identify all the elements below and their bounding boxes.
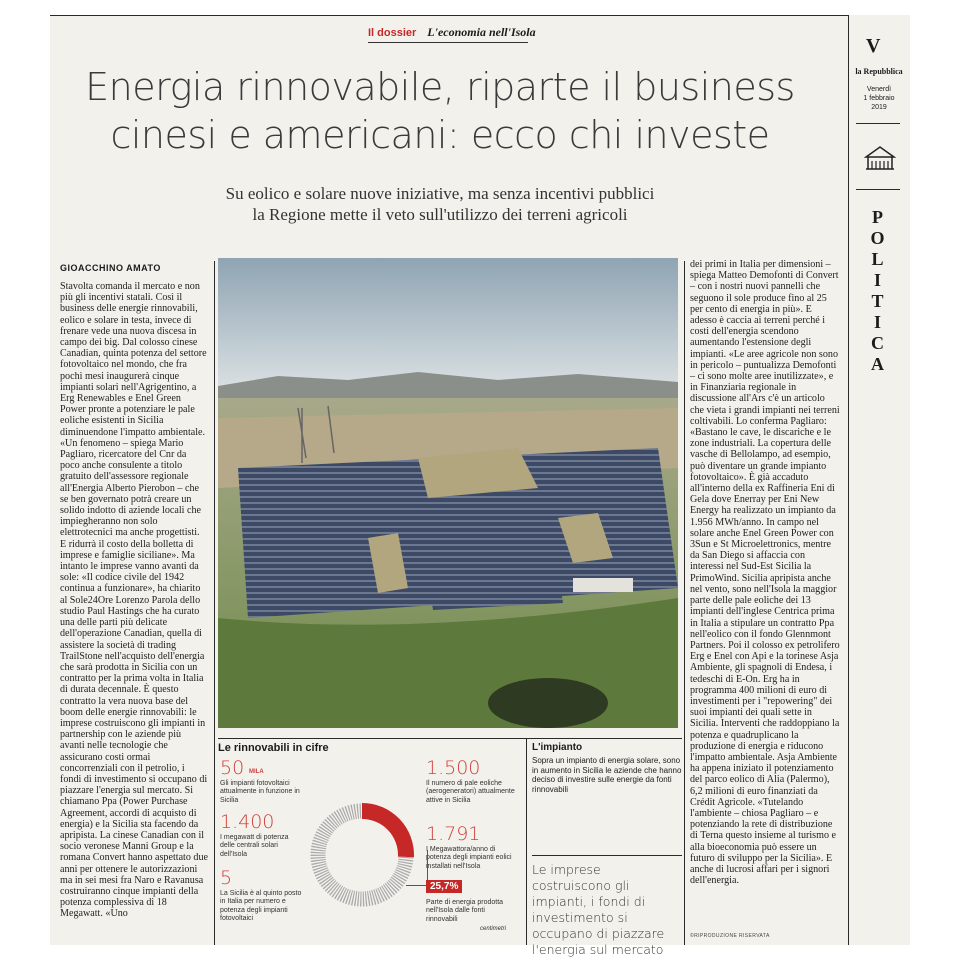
stat-value-4: 1.500 (426, 757, 481, 779)
quote-rule (532, 855, 682, 856)
renewables-pie-chart (306, 799, 418, 911)
column-rule-left (214, 261, 215, 945)
caption-text: Sopra un impianto di energia solare, sono in aumento in Sicilia le aziende che hanno deciso di investire sulle energie da fonti rinnovabili (532, 756, 682, 794)
dossier-underline (368, 42, 528, 43)
stat-unit-1: MILA (249, 769, 264, 775)
caption-title: L'impianto (532, 742, 583, 753)
page-letter: V (866, 35, 881, 57)
pie-source: centimetri (480, 926, 507, 932)
stat-desc-5: I Megawattora/anno di potenza degli impianti eolici installati nell'Isola (426, 846, 512, 870)
headline-line-1: Energia rinnovabile, riparte il business (85, 65, 795, 109)
solar-farm-photo (218, 258, 678, 728)
date-day: Venerdì (866, 86, 892, 93)
box-top-rule (218, 738, 682, 739)
stat-desc-1: Gli impianti fotovoltaici attualmente in funzione in Sicilia (220, 780, 300, 804)
headline-line-2: cinesi e americani: ecco chi investe (110, 113, 770, 157)
issue-date (850, 85, 908, 112)
article-column-1: Stavolta comanda il mercato e non più gli incentivi statali. Così il business delle energie rinnovabili, eolico e solare in testa, invece di frenare vede una nuova discesa in campo dei big. Dal colosso cinese Canadian, quinta potenza del settore fotovoltaico nel mondo, che fra pochi mesi inaugurerà cinque impianti solari nell'Agrigentino, a Erg Renewables e Enel Green Power pronte a potenziare le pale eoliche esistenti in Sicilia diminuendone l'impatto ambientale. «Un fenomeno – spiega Mario Pagliaro, ricercatore del Cnr da poco anche consulente a titolo gratuito dell'assessore regionale all'Energia Alberto Pierobon – che se ben governato potrà creare un solido indotto di aziende locali che impiegheranno non solo elettrotecnici ma anche progettisti. E ridurrà il costo della bolletta di imprese e famiglie siciliane». Ma intanto le imprese vanno avanti da sole: «Il codice civile del 1942 continua a funzionare», ha chiarito al Sole24Ore Lorenzo Parola dello studio Paul Hastings che ha curato una delle parti più delicate dell'operazione Canadian, quella di assistere la società di trading TrailStone nell'acquisto dell'energia che sarà prodotta in Sicilia con un contratto per la prima volta in Italia di durata decennale. È questo contratto la vera nuova base del boom delle energie rinnovabili: le imprese costruiscono gli impianti in partnership con le aziende più avanti nelle tecnologie che assicurano costi ormai concorrenziali con il petrolio, i fondi di investimento si occupano di piazzare l'energia sul mercato. Si chiamano Ppa (Power Purchase Agreement, accordi di acquisto di energia) e la Sicilia sta facendo da apripista. La cinese Canadian con il socio veronese Manni Group e la romana Convert hanno aspettato due anni per ottenere le autorizzazioni ma in sei mesi fra Naro e Ravanusa costruiranno cinque impianti della potenza complessiva di 18 Megawatt. «Uno (60, 281, 208, 920)
byline: GIOACCHINO AMATO (60, 263, 161, 273)
top-rule (50, 15, 848, 16)
subhead-line-1: Su eolico e solare nuove iniziative, ma senza incentivi pubblici (225, 184, 655, 203)
stat-desc-3: La Sicilia è al quinto posto in Italia per numero e potenza degli impianti fotovoltaici (220, 890, 302, 923)
article-column-3: dei primi in Italia per dimensioni – spiega Matteo Demofonti di Convert – con i nostri nuovi pannelli che seguono il sole produce fino al 25 per cento di energia in più». E adesso è caccia ai terreni perché i costi dell'energia scendono aumentando l'estensione degli impianti. «Le aree agricole non sono in pericolo – puntualizza Demofonti – ci sono molte aree inutilizzate», e in Finanziaria regionale in discussione all'Ars c'è un articolo che vieta i grandi impianti nei terreni coltivabili. Lo conferma Pagliaro: «Bastano le cave, le discariche e le zone industriali. La copertura delle vasche di Bellolampo, ad esempio, può diventare un grande impianto fotovoltaico». È già accaduto all'interno della ex Raffineria Eni di Gela dove Enerray per Eni New Energy ha realizzato un impianto da 1.956 MWh/anno. In campo nel solare anche Enel Green Power con 3Sun e St Microelettronics, mentre da San Diego si affaccia con interessi nel Sud-Est Sicilia la PrimoWind. Sicilia apripista anche nel vento, sono nell'Isola la maggior parte delle pale eoliche dei 13 impianti dell'inglese Centrica prima in Italia a stipulare un contratto Ppa nell'eolico con il fondo Glennmont Partners. Poi il colosso ex petrolifero Erg e Enel con Api e la torinese Asja Ambiente, gli spagnoli di Endesa, i tedeschi di E-On. Erg ha in programma 400 milioni di euro di investimenti per i "repowering" dei suoi impianti dei quali sette in Sicilia. Interventi che raddoppiano la potenza e quadruplicano la produzione di energia e riducono l'impatto ambientale. Asja Ambiente ha appena iniziato il potenziamento del parco eolico di Alia (Palermo), 6,2 milioni di euro finanziati da Crédit Agricole. «Tutelando l'ambiente – chiosa Pagliaro – e potenziando la rete di distribuzione di Terna questo insieme al turismo e alla bioeconomia può essere un futuro di sviluppo per la Sicilia». E anche di lucrosi affari per i signori dell'energia. (690, 259, 840, 887)
stat-value-2: 1.400 (220, 811, 275, 833)
pie-leader-line (406, 850, 428, 886)
stat-desc-4: Il numero di pale eoliche (aerogeneratori) attualmente attive in Sicilia (426, 780, 515, 804)
infobox-title: Le rinnovabili in cifre (218, 742, 329, 754)
date-month: 1 febbraio (863, 95, 895, 102)
headline (80, 63, 800, 159)
masthead-rule-2 (856, 189, 900, 190)
stat-value-5: 1.791 (426, 823, 481, 845)
section-title: L'economia nell'Isola (427, 25, 536, 39)
masthead-rule-1 (856, 123, 900, 124)
dossier-header (368, 25, 536, 40)
subheadline (140, 183, 740, 225)
newspaper-name: la Repubblica (855, 67, 903, 76)
masthead-divider (848, 15, 849, 945)
date-year: 2019 (871, 104, 887, 111)
dossier-tag: Il dossier (368, 27, 417, 39)
stat-value-1: 50 (220, 757, 245, 779)
pull-quote: Le imprese costruiscono gli impianti, i fondi di investimento si occupano di piazzare l'energia sul mercato (532, 862, 665, 957)
box-rule (526, 738, 527, 945)
stat-desc-2: I megawatt di potenza delle centrali solari dell'Isola (220, 834, 289, 858)
subhead-line-2: la Regione mette il veto sull'utilizzo dei terreni agricoli (252, 205, 628, 224)
newspaper-page (50, 15, 910, 957)
sicily-emblem-icon (862, 143, 898, 173)
section-vertical-label: P O L I T I C A (870, 207, 886, 374)
pie-value-label: 25,7% (426, 880, 462, 893)
column-rule-right (684, 261, 685, 945)
pie-desc: Parte di energia prodotta nell'Isola dalle fonti rinnovabili (426, 899, 504, 923)
stat-value-3: 5 (220, 867, 233, 889)
copyright: ©RIPRODUZIONE RISERVATA (690, 933, 770, 939)
